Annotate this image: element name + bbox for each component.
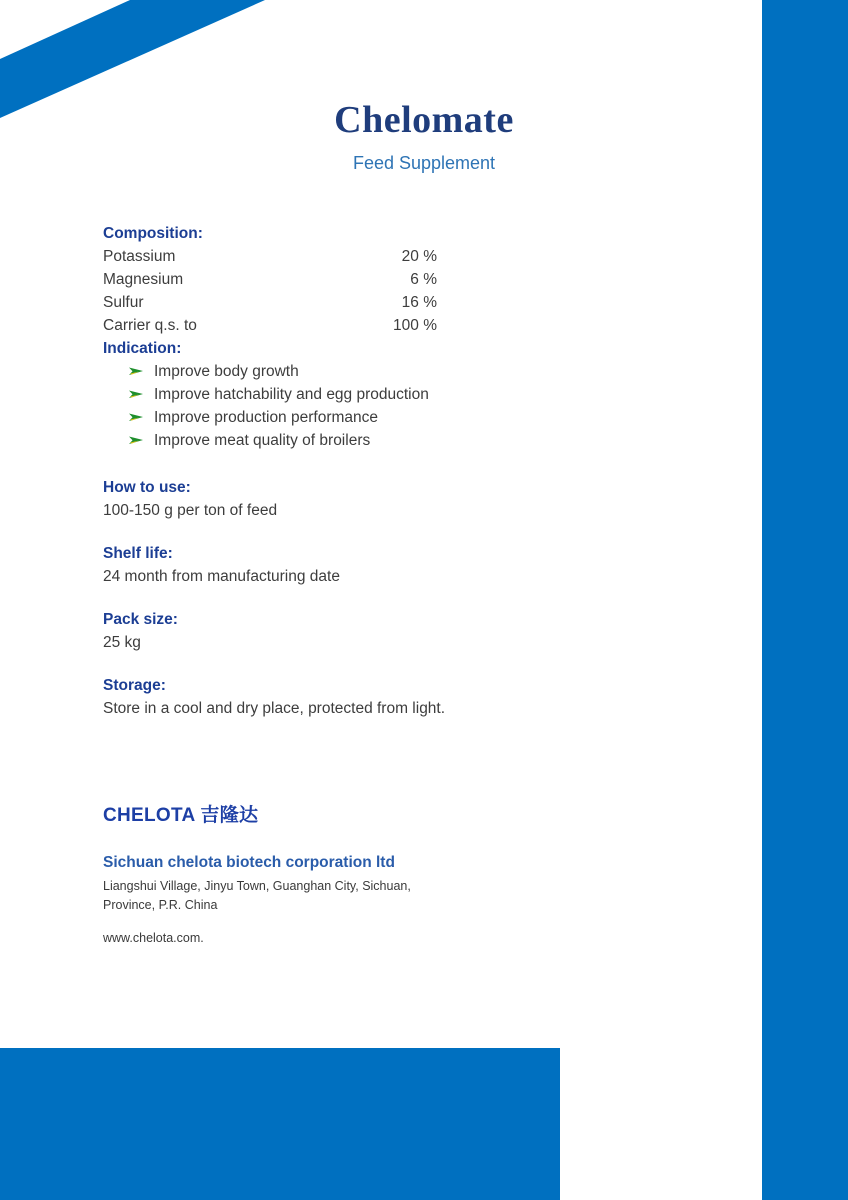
arrow-bullet-icon: [129, 435, 143, 446]
composition-label: Potassium: [103, 248, 176, 265]
storage-section: [103, 674, 533, 720]
footer: [103, 805, 411, 946]
indication-item-text: Improve body growth: [154, 363, 299, 380]
product-subtitle: Feed Supplement: [352, 153, 496, 173]
indication-list: [103, 360, 533, 452]
list-item: [103, 360, 533, 383]
shelf-life-heading: Shelf life:: [103, 545, 173, 562]
arrow-bullet-icon: [129, 389, 143, 400]
shelf-life-section: [103, 542, 533, 588]
list-item: [103, 383, 533, 406]
indication-item-text: Improve hatchability and egg production: [154, 386, 429, 403]
composition-value: 100 %: [393, 317, 437, 334]
arrow-bullet-icon: [129, 412, 143, 423]
composition-row: [103, 245, 437, 268]
storage-heading: Storage:: [103, 677, 166, 694]
bottom-blue-rectangle: [0, 1048, 560, 1200]
composition-row: [103, 314, 437, 337]
composition-label: Sulfur: [103, 294, 144, 311]
pack-size-text: 25 kg: [103, 634, 141, 651]
company-name: Sichuan chelota biotech corporation ltd: [103, 854, 395, 871]
how-to-use-heading: How to use:: [103, 479, 191, 496]
indication-item-text: Improve production performance: [154, 409, 379, 426]
how-to-use-section: [103, 476, 533, 522]
composition-label: Carrier q.s. to: [103, 317, 197, 334]
composition-heading: Composition:: [103, 225, 203, 242]
list-item: [103, 406, 533, 429]
product-title: Chelomate: [334, 99, 514, 141]
pack-size-section: [103, 608, 533, 654]
composition-value: 6 %: [410, 271, 437, 288]
address-line: Province, P.R. China: [103, 898, 218, 912]
composition-value: 16 %: [401, 294, 437, 311]
website-url: www.chelota.com.: [103, 931, 204, 945]
composition-row: [103, 291, 437, 314]
arrow-bullet-icon: [129, 366, 143, 377]
indication-item-text: Improve meat quality of broilers: [154, 432, 371, 449]
right-blue-bar: [762, 0, 848, 1200]
shelf-life-text: 24 month from manufacturing date: [103, 568, 340, 585]
storage-text: Store in a cool and dry place, protected from light.: [103, 700, 446, 717]
content-body: [103, 222, 533, 720]
pack-size-heading: Pack size:: [103, 611, 178, 628]
composition-value: 20 %: [401, 248, 437, 265]
list-item: [103, 429, 533, 452]
company-logo: CHELOTA 吉隆达: [103, 805, 259, 826]
composition-table: [103, 245, 437, 337]
composition-row: [103, 268, 437, 291]
composition-label: Magnesium: [103, 271, 184, 288]
address-line: Liangshui Village, Jinyu Town, Guanghan City, Sichuan,: [103, 879, 411, 893]
indication-heading: Indication:: [103, 340, 182, 357]
company-address: [103, 877, 411, 915]
how-to-use-text: 100-150 g per ton of feed: [103, 502, 278, 519]
